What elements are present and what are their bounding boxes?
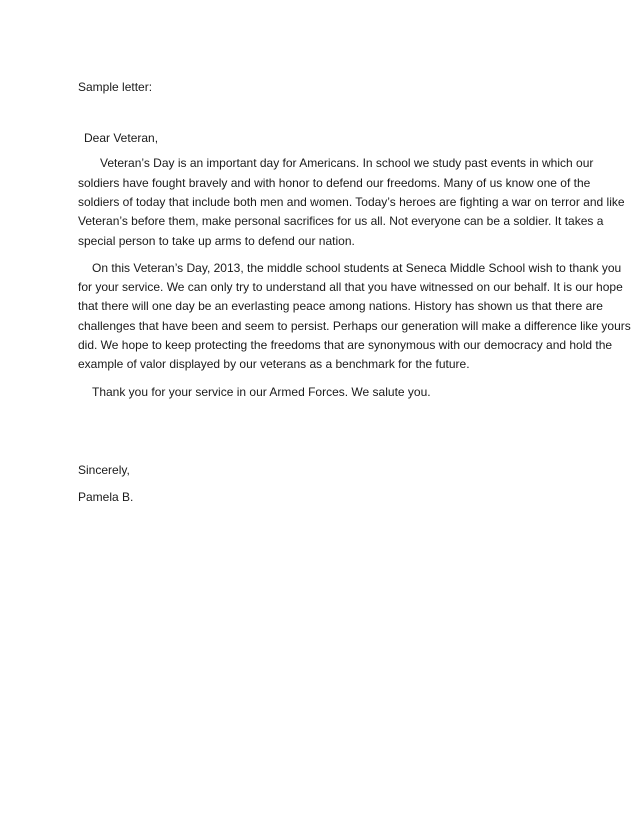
closing: Sincerely,	[78, 463, 130, 477]
paragraph1-line: Veteran’s Day is an important day for Americans. In school we study past events in which our	[100, 156, 594, 170]
paragraph1-line: Veteran’s before them, make personal sacrifices for us all. Not everyone can be a soldier. It takes a	[78, 214, 604, 228]
paragraph1-line: soldiers have fought bravely and with honor to defend our freedoms. Many of us know one of the	[78, 176, 591, 190]
paragraph1-line: soldiers of today that include both men and women. Today’s heroes are fighting a war on terror and like	[78, 195, 625, 209]
paragraph2-line: On this Veteran’s Day, 2013, the middle school students at Seneca Middle School wish to thank you	[92, 261, 622, 275]
signature: Pamela B.	[78, 490, 134, 504]
paragraph2-line: that there will one day be an everlasting peace among nations. History has shown us that there are	[78, 299, 603, 313]
salutation: Dear Veteran,	[84, 131, 159, 145]
paragraph2-line: did. We hope to keep protecting the freedoms that are synonymous with our democracy and hold the	[78, 338, 613, 352]
paragraph2-line: for your service. We can only try to understand all that you have witnessed on our behalf. It is our hope	[78, 280, 623, 294]
paragraph2-line: challenges that have been and seem to persist. Perhaps our generation will make a difference like yours	[78, 319, 631, 333]
letter-heading: Sample letter:	[78, 80, 153, 94]
paragraph2-line: example of valor displayed by our veterans as a benchmark for the future.	[78, 357, 470, 371]
paragraph1-line: special person to take up arms to defend our nation.	[78, 234, 355, 248]
paragraph3: Thank you for your service in our Armed Forces. We salute you.	[92, 385, 431, 399]
